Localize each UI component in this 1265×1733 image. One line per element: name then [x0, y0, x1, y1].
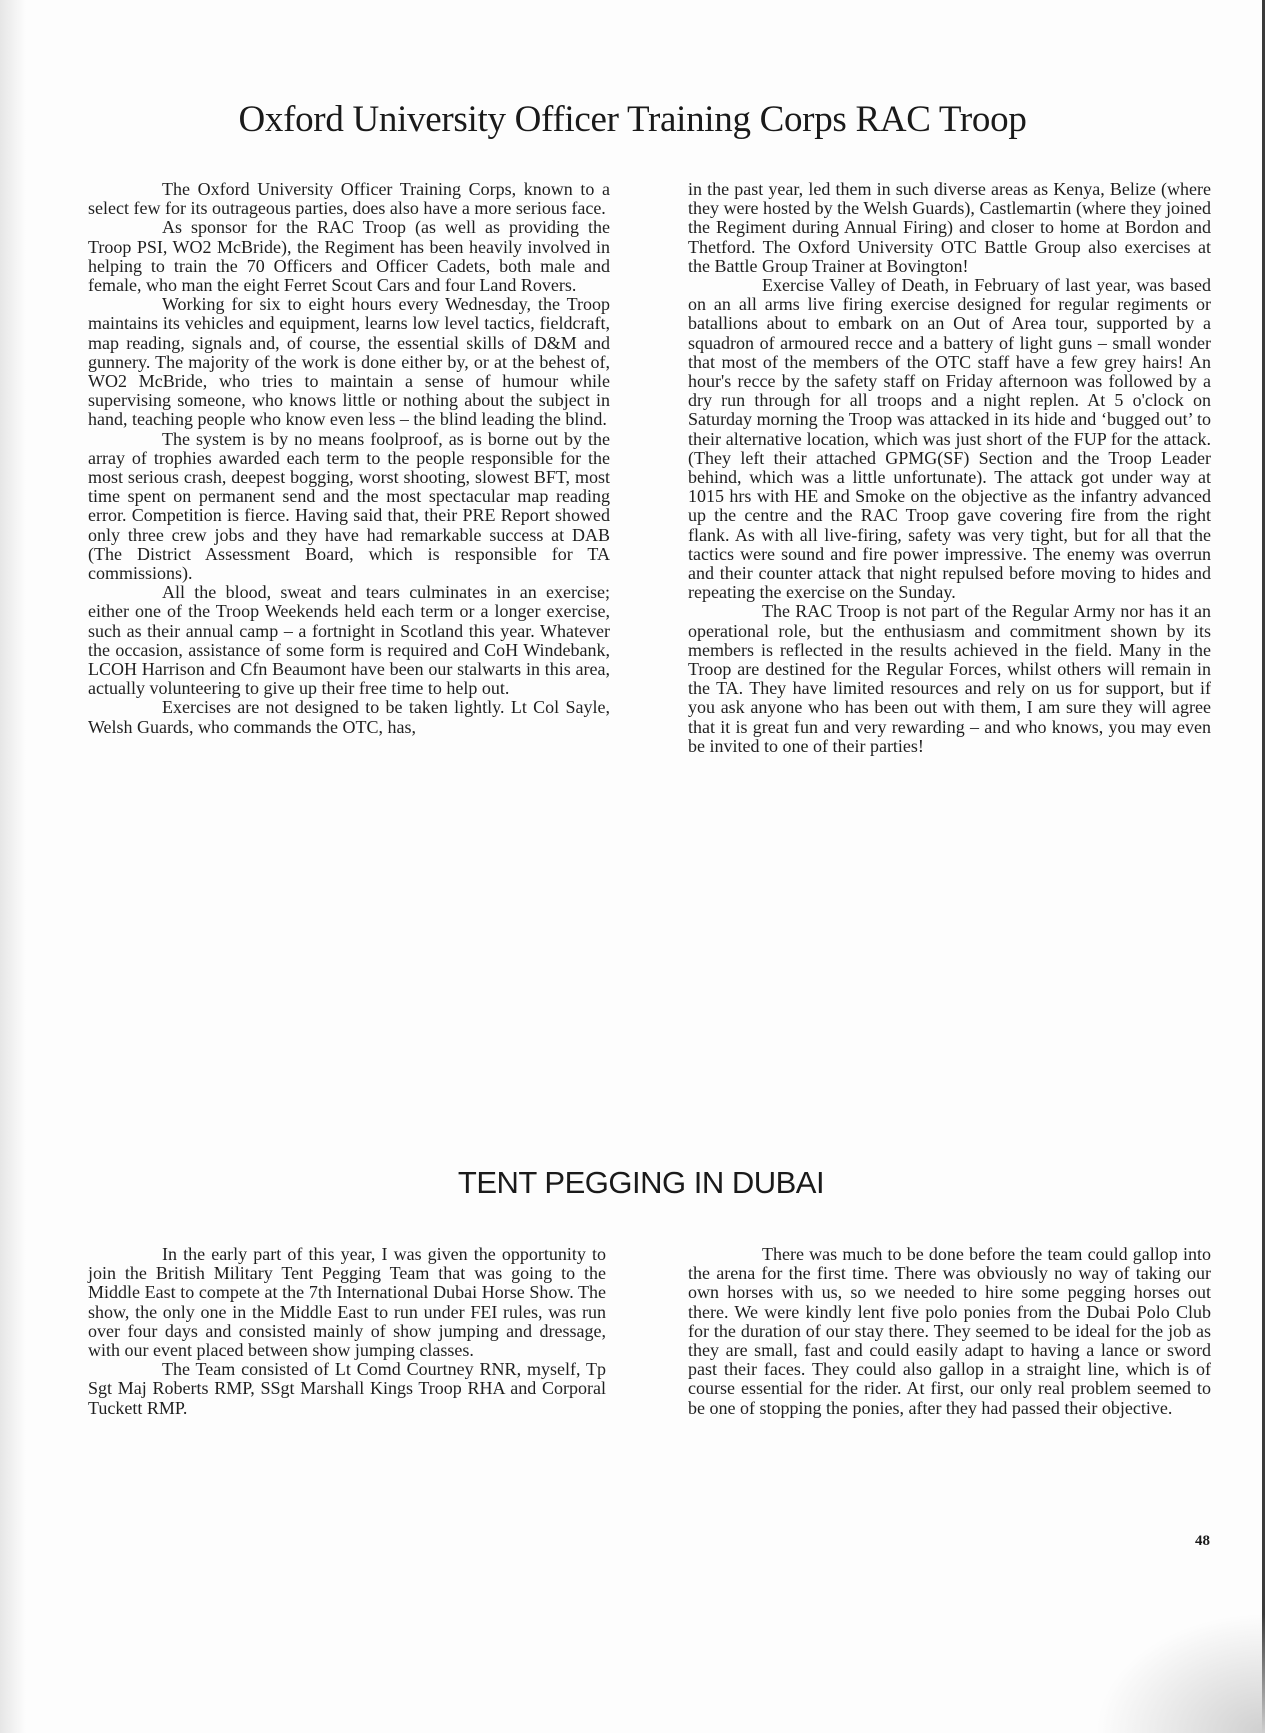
page-number: 48	[1195, 1533, 1210, 1549]
paragraph: There was much to be done before the team could gallop into the arena for the first time. There was obviously no way of taking our own horses with us, so we needed to hire some pegging horses out there. We were kindly lent five polo ponies from the Dubai Polo Club for the duration of our stay there. They seemed to be ideal for the job as they are small, fast and could easily adapt to having a lance or sword past their faces. They could also gallop in a straight line, which is of course essential for the rider. At first, our only real problem seemed to be one of stopping the ponies, after they had passed their objective.	[688, 1244, 1211, 1418]
paragraph: The Oxford University Officer Training Corps, known to a select few for its outrageous parties, does also have a more serious face.	[88, 179, 610, 219]
article-title-tent-pegging: TENT PEGGING IN DUBAI	[457, 1165, 825, 1200]
paragraph: Working for six to eight hours every Wednesday, the Troop maintains its vehicles and equipment, learns low level tactics, fieldcraft, map reading, signals and, of course, the essential skills of D&M and gunnery. The majority of the work is done either by, or at the behest of, WO2 McBride, who tries to maintain a sense of humour while supervising someone, who knows little or nothing about the subject in hand, teaching people who know even less – the blind leading the blind.	[88, 294, 610, 430]
article-tent-pegging-right-column	[688, 1245, 1211, 1418]
article-title-otc: Oxford University Officer Training Corps RAC Troop	[238, 99, 1027, 140]
scan-corner-shading	[1095, 1613, 1265, 1733]
paragraph: All the blood, sweat and tears culminates in an exercise; either one of the Troop Weekends held each term or a longer exercise, such as their annual camp – a fortnight in Scotland this year. Whatever the occasion, assistance of some form is required and CoH Windebank, LCOH Harrison and Cfn Beaumont have been our stalwarts in this area, actually volunteering to give up their free time to help out.	[88, 582, 610, 699]
scan-edge-shading	[0, 0, 26, 1733]
paragraph: The RAC Troop is not part of the Regular Army nor has it an operational role, but the enthusiasm and commitment shown by its members is reflected in the results achieved in the field. Many in the Troop are destined for the Regular Forces, whilst others will remain in the TA. They have limited resources and rely on us for support, but if you ask anyone who has been out with them, I am sure they will agree that it is great fun and very rewarding – and who knows, you may even be invited to one of their parties!	[688, 601, 1211, 756]
paragraph: As sponsor for the RAC Troop (as well as providing the Troop PSI, WO2 McBride), the Regiment has been heavily involved in helping to train the 70 Officers and Officer Cadets, both male and female, who man the eight Ferret Scout Cars and four Land Rovers.	[88, 217, 610, 296]
paragraph: The system is by no means foolproof, as is borne out by the array of trophies awarded each term to the people responsible for the most serious crash, deepest bogging, worst shooting, slowest BFT, most time spent on permanent send and the most spectacular map reading error. Competition is fierce. Having said that, their PRE Report showed only three crew jobs and they have had remarkable success at DAB (The District Assessment Board, which is responsible for TA commissions).	[88, 428, 610, 584]
paragraph: The Team consisted of Lt Comd Courtney RNR, myself, Tp Sgt Maj Roberts RMP, SSgt Marshall Kings Troop RHA and Corporal Tuckett RMP.	[88, 1359, 606, 1418]
paragraph: Exercises are not designed to be taken lightly. Lt Col Sayle, Welsh Guards, who commands the OTC, has,	[88, 697, 610, 737]
paragraph: In the early part of this year, I was given the opportunity to join the British Military Tent Pegging Team that was going to the Middle East to compete at the 7th International Dubai Horse Show. The show, the only one in the Middle East to run under FEI rules, was run over four days and consisted mainly of show jumping and dressage, with our event placed between show jumping classes.	[88, 1244, 606, 1361]
article-otc-right-column	[688, 180, 1211, 756]
paragraph: Exercise Valley of Death, in February of last year, was based on an all arms live firing exercise designed for regular regiments or batallions about to embark on an Out of Area tour, supported by a squadron of armoured recce and a battery of light guns – small wonder that most of the members of the OTC staff have a few grey hairs! An hour's recce by the safety staff on Friday afternoon was followed by a dry run through for all troops and a night replen. At 5 o'clock on Saturday morning the Troop was attacked in its hide and ‘bugged out’ to their alternative location, which was just short of the FUP for the attack. (They left their attached GPMG(SF) Section and the Troop Leader behind, which was a little unfortunate). The attack got under way at 1015 hrs with HE and Smoke on the objective as the infantry advanced up the centre and the RAC Troop gave covering fire from the right flank. As with all live-firing, safety was very tight, but for all that the tactics were sound and fire power impressive. The enemy was overrun and their counter attack that night repulsed before moving to hides and repeating the exercise on the Sunday.	[688, 275, 1211, 603]
article-otc-left-column	[88, 180, 610, 737]
article-tent-pegging-left-column	[88, 1245, 606, 1418]
paragraph-continuation: in the past year, led them in such diverse areas as Kenya, Belize (where they were hosted by the Welsh Guards), Castlemartin (where they joined the Regiment during Annual Firing) and closer to home at Bordon and Thetford. The Oxford University OTC Battle Group also exercises at the Battle Group Trainer at Bovington!	[688, 179, 1211, 276]
